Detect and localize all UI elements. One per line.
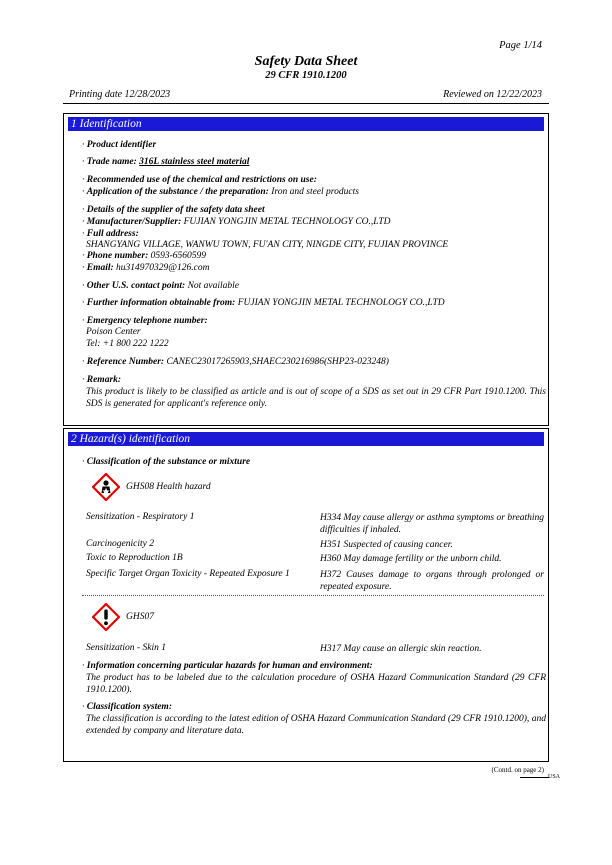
further-info-row: · Further information obtainable from: FUJIAN YONGJIN METAL TECHNOLOGY CO.,LTD	[82, 298, 445, 308]
emergency-line-2: Tel: +1 800 222 1222	[86, 339, 169, 349]
hazard-category: Sensitization - Respiratory 1	[86, 512, 195, 522]
hazard-category: Sensitization - Skin 1	[86, 643, 166, 653]
header-divider	[63, 103, 549, 104]
emergency-label: · Emergency telephone number:	[82, 316, 208, 326]
document-title: Safety Data Sheet	[254, 54, 358, 69]
footer-rule	[520, 777, 549, 778]
info-text: The product has to be labeled due to the calculation procedure of OSHA Hazard Communication Standard (29 CFR 1910.1200).	[86, 673, 546, 695]
email-row: · Email: hu314970329@126.com	[82, 263, 210, 273]
hazard-statement: H372 Causes damage to organs through prolonged or repeated exposure.	[320, 570, 544, 592]
remark-label: · Remark:	[82, 375, 122, 385]
reference-row: · Reference Number: CANEC23017265903,SHAEC230216986(SHP23-023248)	[82, 357, 389, 367]
section-heading: 1 Identification	[68, 117, 544, 131]
ghs07-exclamation-icon	[92, 603, 120, 631]
reviewed-date: Reviewed on 12/22/2023	[443, 89, 542, 100]
full-address-label: · Full address:	[82, 229, 139, 239]
region-tag: USA	[547, 774, 560, 780]
full-address-value: SHANGYANG VILLAGE, WANWU TOWN, FU'AN CITY, NINGDE CITY, FUJIAN PROVINCE	[86, 240, 449, 250]
classification-system-label: · Classification system:	[82, 702, 172, 712]
hazard-statement: H360 May damage fertility or the unborn child.	[320, 554, 502, 564]
section-identification	[63, 113, 549, 426]
product-identifier-row: · Product identifier	[82, 140, 157, 150]
emergency-line-1: Poison Center	[86, 327, 141, 337]
phone-row: · Phone number: 0593-6560599	[82, 251, 207, 261]
classification-system-text: The classification is according to the latest edition of OSHA Hazard Communication Standard (29 CFR 1910.1200), and extended by company and literature data.	[86, 714, 546, 736]
classification-label: · Classification of the substance or mixture	[82, 457, 251, 467]
supplier-details-row: · Details of the supplier of the safety data sheet	[82, 205, 265, 215]
hazard-category: Specific Target Organ Toxicity - Repeated Exposure 1	[86, 569, 290, 579]
ghs07-label: GHS07	[126, 612, 154, 622]
page-number: Page 1/14	[499, 40, 542, 51]
hazard-category: Toxic to Reproduction 1B	[86, 553, 183, 563]
section-hazards	[63, 428, 549, 762]
document-subtitle: 29 CFR 1910.1200	[265, 70, 347, 81]
ghs08-health-hazard-icon	[92, 473, 120, 501]
hazard-statement: H317 May cause an allergic skin reaction.	[320, 644, 482, 654]
dotted-separator	[82, 595, 544, 596]
recommended-use-row: · Recommended use of the chemical and restrictions on use:	[82, 175, 317, 185]
ghs08-label: GHS08 Health hazard	[126, 482, 211, 492]
manufacturer-row: · Manufacturer/Supplier: FUJIAN YONGJIN METAL TECHNOLOGY CO.,LTD	[82, 217, 391, 227]
hazard-category: Carcinogenicity 2	[86, 539, 154, 549]
hazard-statement: H334 May cause allergy or asthma symptoms or breathing difficulties if inhaled.	[320, 513, 544, 535]
application-row: · Application of the substance / the preparation: Iron and steel products	[82, 187, 359, 197]
remark-text: This product is likely to be classified as article and is out of scope of a SDS as set out in 29 CFR Part 1910.1200. This SDS is generated for applicant's reference only.	[86, 387, 546, 409]
printing-date: Printing date 12/28/2023	[69, 89, 171, 100]
info-label: · Information concerning particular hazards for human and environment:	[82, 661, 373, 671]
section-heading: 2 Hazard(s) identification	[68, 432, 544, 446]
other-contact-row: · Other U.S. contact point: Not available	[82, 281, 240, 291]
hazard-statement: H351 Suspected of causing cancer.	[320, 540, 453, 550]
trade-name-row: · Trade name: 316L stainless steel material	[82, 157, 250, 167]
continued-note: (Contd. on page 2)	[491, 766, 544, 774]
